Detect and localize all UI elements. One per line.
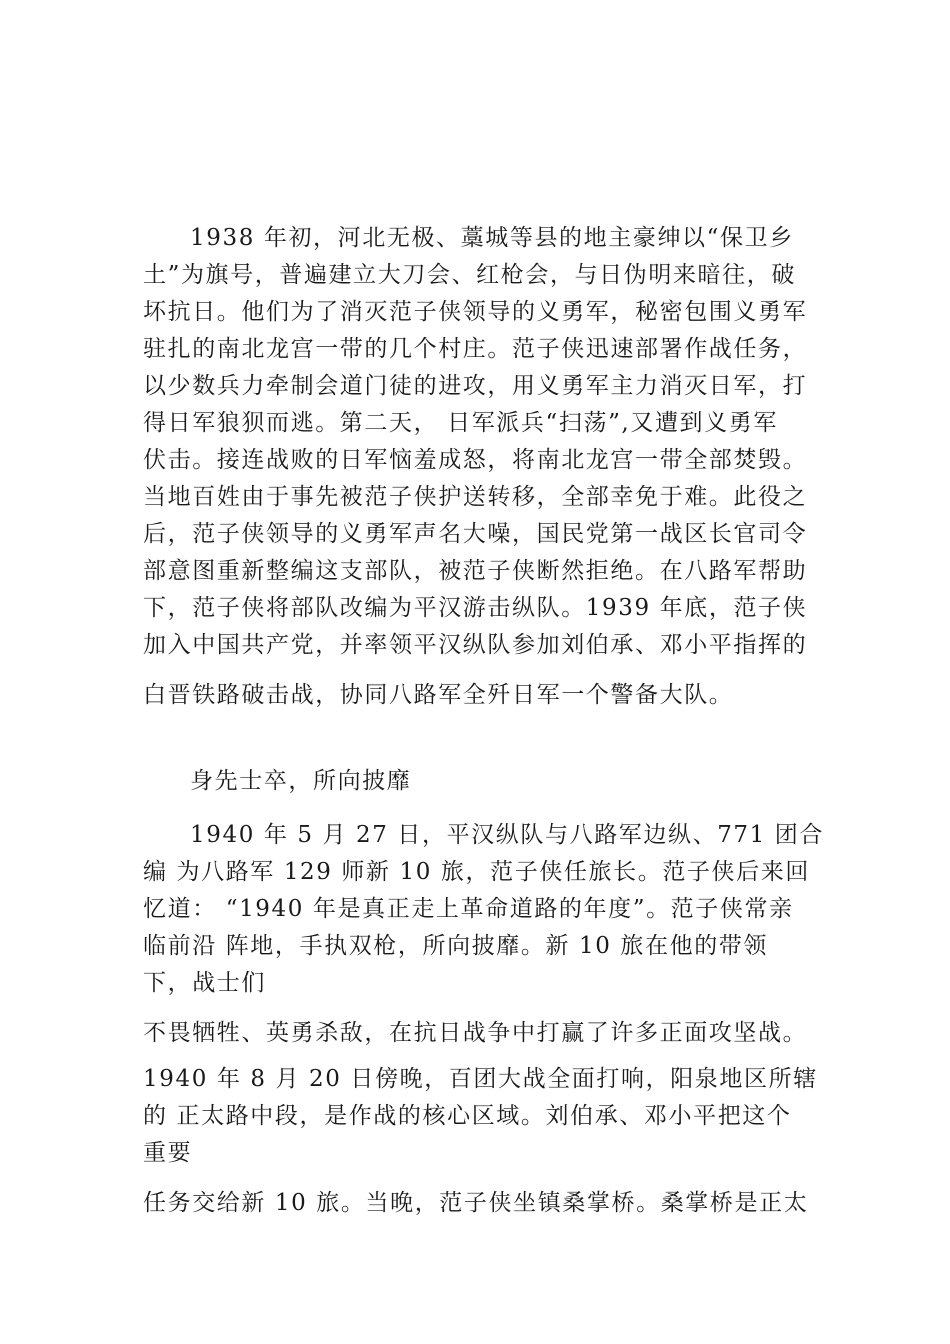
paragraph-line: 编 为八路军 129 师新 10 旅，范子侠任旅长。范子侠后来回 — [143, 859, 810, 885]
paragraph-line: 驻扎的南北龙宫一带的几个村庄。范子侠迅速部署作战任务， — [143, 336, 808, 362]
paragraph-line: 白晋铁路破击战，协同八路军全歼日军一个警备大队。 — [143, 682, 734, 708]
paragraph-line: 1940 年 8 月 20 日傍晚，百团大战全面打响，阳泉地区所辖 — [143, 1066, 818, 1092]
paragraph-line: 以少数兵力牵制会道门徒的进攻，用义勇军主力消灭日军，打 — [143, 373, 808, 399]
paragraph-line: 任务交给新 10 旅。当晚，范子侠坐镇桑掌桥。桑掌桥是正太 — [143, 1190, 809, 1216]
paragraph-line: 伏击。接连战败的日军恼羞成怒，将南北龙宫一带全部焚毁。 — [143, 447, 808, 473]
paragraph-line: 不畏牺牲、英勇杀敌，在抗日战争中打赢了许多正面攻坚战。 — [143, 1020, 808, 1046]
paragraph-line: 1940 年 5 月 27 日，平汉纵队与八路军边纵、771 团合 — [190, 822, 824, 848]
paragraph-line: 得日军狼狈而逃。第二天， 日军派兵“扫荡”,又遭到义勇军 — [143, 410, 778, 436]
paragraph-line: 坏抗日。他们为了消灭范子侠领导的义勇军，秘密包围义勇军 — [143, 299, 808, 325]
paragraph-line: 当地百姓由于事先被范子侠护送转移，全部幸免于难。此役之 — [143, 484, 808, 510]
paragraph-line: 下，战士们 — [143, 970, 266, 996]
paragraph-line: 后，范子侠领导的义勇军声名大噪，国民党第一战区长官司令 — [143, 521, 808, 547]
paragraph-line: 临前沿 阵地，手执双枪，所向披靡。新 10 旅在他的带领 — [143, 933, 768, 959]
paragraph-line: 土”为旗号，普遍建立大刀会、红枪会，与日伪明来暗往，破 — [143, 262, 796, 288]
paragraph-line: 1938 年初，河北无极、藁城等县的地主豪绅以“保卫乡 — [190, 225, 794, 251]
paragraph-line: 部意图重新整编这支部队，被范子侠断然拒绝。在八路军帮助 — [143, 558, 808, 584]
paragraph-line: 忆道： “1940 年是真正走上革命道路的年度”。范子侠常亲 — [143, 896, 794, 922]
paragraph-line: 下，范子侠将部队改编为平汉游击纵队。1939 年底，范子侠 — [143, 595, 808, 621]
section-heading: 身先士卒，所向披靡 — [190, 768, 412, 794]
paragraph-line: 加入中国共产党，并率领平汉纵队参加刘伯承、邓小平指挥的 — [143, 632, 808, 658]
paragraph-line: 重要 — [143, 1140, 193, 1166]
paragraph-line: 的 正太路中段，是作战的核心区域。刘伯承、邓小平把这个 — [143, 1103, 792, 1129]
